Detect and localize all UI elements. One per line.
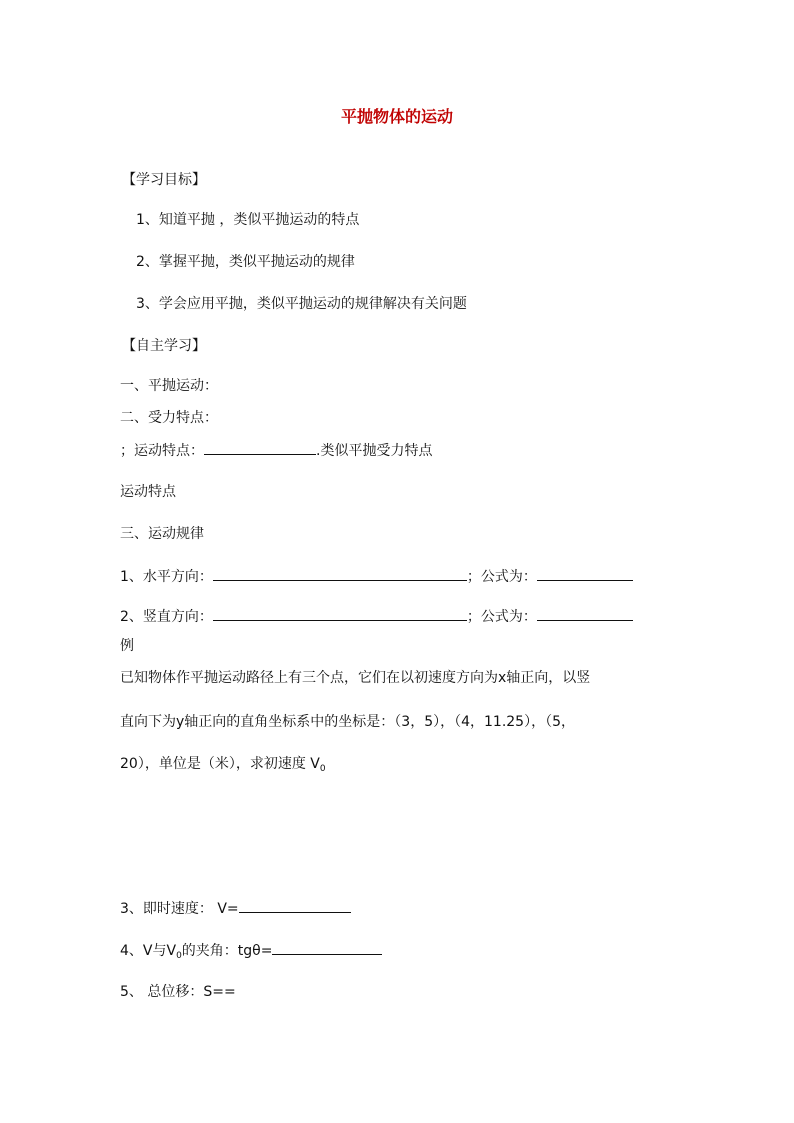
angle-blank[interactable] [272,940,382,955]
vertical-blank[interactable] [213,606,467,621]
motion-feature-line [120,440,432,461]
goal-item-2: 2、掌握平抛，类似平抛运动的规律 [136,254,355,270]
rule-instant-velocity-prefix: 3、即时速度： V= [120,901,239,917]
goals-header: 【学习目标】 [122,172,206,188]
example-line-3 [120,754,326,779]
rule-vertical-mid: ；公式为： [466,609,537,625]
v0-subscript: 0 [319,764,326,774]
rule-instant-velocity [120,898,351,919]
angle-v0-subscript: 0 [176,951,182,961]
self-study-header: 【自主学习】 [122,338,206,354]
rule-horizontal-prefix: 1、水平方向： [120,569,213,585]
rule-vertical [120,606,633,627]
section-1: 一、平抛运动： [120,378,218,394]
rule-horizontal-mid: ；公式为： [466,569,537,585]
example-line-3-text: 20），单位是（米），求初速度 V [120,756,320,772]
motion-feature-blank[interactable] [204,440,316,455]
page-title: 平抛物体的运动 [340,107,453,126]
horizontal-blank[interactable] [213,566,467,581]
rule-angle-suffix: 的夹角：tgθ= [181,943,273,959]
horizontal-formula-blank[interactable] [537,566,633,581]
motion-feature-suffix: .类似平抛受力特点 [316,443,433,459]
rule-horizontal [120,566,633,587]
rule-angle-prefix: 4、V与V [120,943,177,959]
rule-total-displacement: 5、 总位移：S== [120,984,236,1000]
instant-velocity-blank[interactable] [239,898,351,913]
example-line-1: 已知物体作平抛运动路径上有三个点，它们在以初速度方向为x轴正向，以竖 [120,670,591,686]
rule-angle [120,940,382,966]
goal-item-1: 1、知道平抛 ，类似平抛运动的特点 [136,212,360,228]
motion-feature-prefix: ；运动特点： [120,443,204,459]
section-2: 二、受力特点： [120,410,218,426]
rule-vertical-prefix: 2、竖直方向： [120,609,213,625]
section-3: 三、运动规律 [120,526,204,542]
example-line-2: 直向下为y轴正向的直角坐标系中的坐标是：（3，5），（4，11.25），（5， [120,714,575,730]
goal-item-3: 3、学会应用平抛，类似平抛运动的规律解决有关问题 [136,296,467,312]
example-label: 例 [120,638,134,654]
motion-feature-2: 运动特点 [120,484,176,500]
vertical-formula-blank[interactable] [537,606,633,621]
